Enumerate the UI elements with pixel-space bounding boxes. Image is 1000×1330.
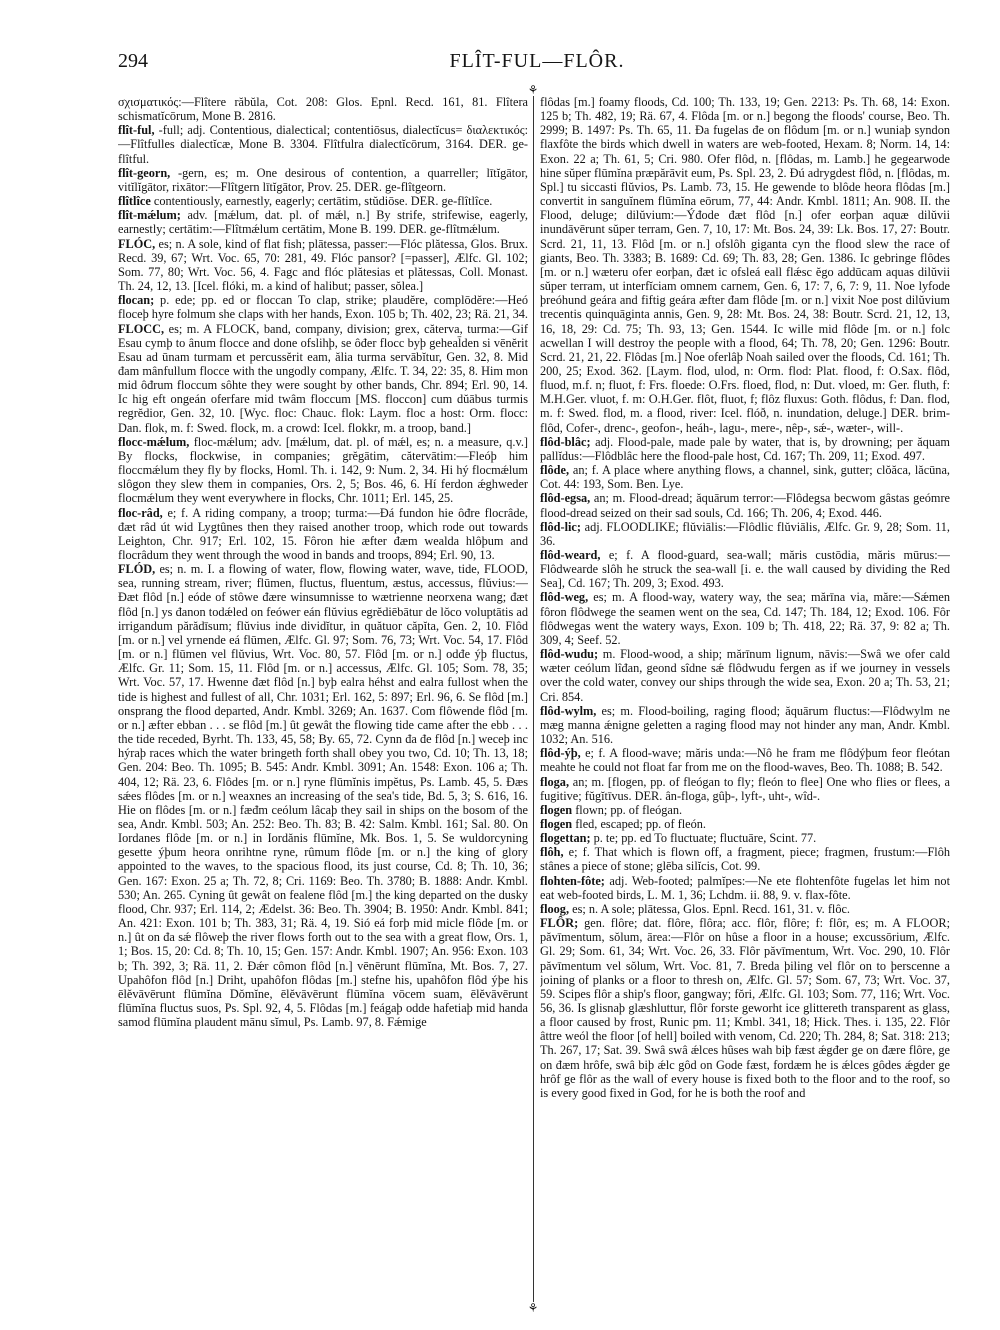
dictionary-entry bbox=[540, 647, 950, 704]
entry-headword: flôd-weg, bbox=[540, 590, 589, 605]
dictionary-entry bbox=[540, 95, 950, 435]
dictionary-entry bbox=[118, 194, 528, 208]
entry-headword: flôh, bbox=[540, 845, 564, 860]
dictionary-entry bbox=[118, 95, 528, 123]
page-number: 294 bbox=[118, 50, 148, 72]
entry-text: adj. Flood-pale, made pale by water, that is, by drowning; per ăquam pallĭdus:—Flôdblâc here the flood-pale host, Cd. 167; Th. 209, 11; Exod. 497. bbox=[540, 434, 950, 463]
entry-headword: flogettan; bbox=[540, 831, 591, 846]
entry-text: fled, escaped; pp. of fleón. bbox=[575, 816, 706, 831]
dictionary-entry bbox=[540, 845, 950, 873]
entry-text: -full; adj. Contentious, dialectical; contentiōsus, dialectĭcus= διαλεκτικός:—Flîtfulles dialectĭcæ, Mone B. 3304. Flîtfulra dialectĭcōrum, 3164. DER. ge-flîtful. bbox=[118, 123, 528, 166]
entry-text: e; f. A flood-wave; măris unda:—Nô he fram me flôdýþum feor fleótan meahte he could not float far from me on the flood-waves, Beo. Th. 1088; B. 542. bbox=[540, 746, 950, 775]
dictionary-entry bbox=[540, 775, 950, 803]
dictionary-entry bbox=[540, 817, 950, 831]
entry-text: p. ede; pp. ed or floccan To clap, strike; plaudĕre, complōdĕre:—Heó floceþ hyre folmum she claps with her hands, Exon. 105 b; Th. 402, 23; Rä. 21, 34. bbox=[118, 293, 528, 322]
entry-text: an; f. A place where anything flows, a channel, sink, gutter; clŏăca, lăcūna, Cot. 44: 193, Som. Ben. Lye. bbox=[540, 463, 950, 492]
entry-headword: FLÔR; bbox=[540, 916, 579, 931]
dictionary-entry bbox=[540, 746, 950, 774]
dictionary-entry bbox=[540, 463, 950, 491]
dictionary-entry bbox=[118, 166, 528, 194]
dictionary-entry bbox=[118, 208, 528, 236]
entry-headword: flocan; bbox=[118, 293, 155, 308]
dictionary-entry bbox=[540, 874, 950, 902]
entry-headword: FLOCC, bbox=[118, 321, 165, 336]
entry-headword: floc-râd, bbox=[118, 505, 163, 520]
entry-headword: FLÓC, bbox=[118, 236, 156, 251]
entry-headword: flôd-blâc; bbox=[540, 434, 591, 449]
column-divider bbox=[533, 90, 534, 1310]
entry-text: contentiously, earnestly, eagerly; certātim, stŭdiōse. DER. ge-flîtlîce. bbox=[153, 194, 493, 209]
entry-text: es; m. Flood-boiling, raging flood; ăquārum fluctus:—Flôdwylm ne mæg manna ǽnigne geletten a raging flood may not hinder any man, Andr. Kmbl. 1032; An. 516. bbox=[540, 703, 950, 747]
dictionary-entry bbox=[118, 237, 528, 294]
entry-headword: flôd-wudu; bbox=[540, 647, 599, 662]
page-header bbox=[118, 50, 956, 80]
dictionary-entry bbox=[118, 506, 528, 563]
entry-text: an; m. [flogen, pp. of fleógan to fly; fleón to flee] One who flies or flees, a fugitive; fŭgĭtīvus. DER. ân-floga, gûþ-, lyft-, uht-, wîd-. bbox=[540, 774, 950, 803]
dictionary-entry bbox=[540, 803, 950, 817]
entry-text: es; n. A sole, kind of flat fish; plātessa, passer:—Flóc plătessa, Glos. Brux. Recd. 39, 67; Wrt. Voc. 65, 70: 281, 49. Flóc pansor? [=passer], Ælfc. Gl. 102; Som. 77, 80; Wrt. Voc. 56, 4. Fagc and flóc plătesias et plătessas, Coll. Monast. Th. 24, 12, 13. [Icel. flóki, m. a kind of halibut; passer, sŏlea.] bbox=[118, 236, 528, 294]
running-head: FLÎT-FUL—FLÔR. bbox=[449, 50, 625, 72]
entry-headword: flôd-egsa, bbox=[540, 491, 591, 506]
entry-text: an; m. Flood-dread; ăquārum terror:—Flôdegsa becwom gâstas geómre flood-dread seized on their sad souls, Cd. 166; Th. 206, 4; Exod. 446. bbox=[540, 491, 950, 520]
entry-headword: flocc-mǽlum, bbox=[118, 434, 190, 449]
dictionary-entry bbox=[540, 916, 950, 1100]
divider-ornament-bottom: ⚘ bbox=[527, 1301, 539, 1315]
entry-text: flown; pp. of fleógan. bbox=[575, 802, 683, 817]
entry-headword: floga, bbox=[540, 774, 570, 789]
entry-text: es; n. A sole; plātessa, Glos. Epnl. Recd. 161, 31. v. flôc. bbox=[572, 901, 851, 916]
dictionary-entry bbox=[540, 491, 950, 519]
entry-headword: flît-mǽlum; bbox=[118, 208, 181, 223]
dictionary-entry bbox=[118, 293, 528, 321]
entry-text: e; f. That which is flown off, a fragment, piece; fragmen, frustum:—Flôh stânes a piece of stone; glēba silĭcis, Cot. 99. bbox=[540, 845, 950, 874]
entry-text: adj. FLOODLIKE; flŭviālis:—Flôdlic flŭviālis, Ælfc. Gr. 9, 28; Som. 11, 36. bbox=[540, 519, 950, 548]
entry-text: e; f. A riding company, a troop; turma:—Đá fundon hie ôđre flocrâde, đæt râd út wid Lygtûnes then they raised another troop, which rode out towards Leighton, Chr. 917; Erl. 102, 15. Fôron hie æfter đæm wealda hlôþum and flocrâdum they went through the wood in bands and troops, 894; Erl. 90, 13. bbox=[118, 505, 528, 562]
entry-headword: flôd-wylm, bbox=[540, 703, 597, 718]
entry-headword: flît-ful, bbox=[118, 123, 155, 138]
entry-headword: FLÓD, bbox=[118, 562, 156, 577]
entry-text: floc-mǽlum; adv. [mǽlum, dat. pl. of mǽl, es; n. a measure, q.v.] By flocks, flockwise, in companies; grĕgātim, cătervātim:—Fleóþ him floccmǽlum they fly by flocks, Homl. Th. i. 142, 9: Num. 2, 34. Hi hý flocmǽlum slôgon they slew them in companies, Ors. 2, 5; Bos. 46, 6. Hí ferdon ǽghweder flocmǽlum they went everywhere in flocks, Chr. 1011; Erl. 145, 25. bbox=[118, 434, 528, 506]
dictionary-entry bbox=[540, 520, 950, 548]
entry-headword: flôd-ýþ, bbox=[540, 746, 581, 761]
entry-text: es; m. A flood-way, watery way, the sea; mărīna via, măre:—Sǽmen fôron flôdwege the seamen went on the sea, Cd. 147; Th. 184, 12; Exod. 106. Fôr flôdwegas went the watery ways, Exon. 109 b; Th. 418, 22; Rä. 37, 9: 82 a; Th. 309, 4; Seef. 52. bbox=[540, 590, 950, 647]
dictionary-entry bbox=[540, 831, 950, 845]
entry-text: gen. flôre; dat. flôre, flôra; acc. flôr, flôre; f: flôr, es; m. A FLOOR; păvīmentum, sŏlum, ārea:—Flôr on hûse a floor in a house; excussōrium, Ælfc. Gl. 29; Som. 61, 34; Wrt. Voc. 26, 33. Flôr păvīmentum, Wrt. Voc. 290, 10. Flôr păvīmentum vel sŏlum, Wrt. Voc. 81, 7. Breda þiling vel flôr on to þerscenne a joining of planks or a floor to thresh on, Ælfc. Gl. 57; Som. 67, 73; Wrt. Voc. 37, 59. Scipes flôr a ship's floor, gangway; fŏri, Ælfc. Gl. 103; Som. 77, 116; Wrt. Voc. 56, 36. Is glisnaþ glæshluttur, flôr forste geworht ice glittereth transparent as glass, a floor caused by frost, Runic pm. 11; Kmbl. 341, 18; Hick. Thes. i. 135, 22. Flôr âttre weól the floor [of hell] boiled with venom, Cd. 220; Th. 284, 8; Sat. 318: 213; Th. 267, 17; Sat. 39. Swâ swâ ǽlces hûses wah biþ fæst ǽgđer ge on đære flôre, ge on đæm hrôfe, swâ biþ ǽlc gôd on Gode fæst, fordæm he is ǽlces gôdes ǽgder ge hrôf ge flôr as the wall of every house is fixed both to the floor and to the roof, so is every good fixed in God, for he is both the roof and bbox=[540, 916, 950, 1100]
entry-text: e; f. A flood-guard, sea-wall; măris custōdia, măris mūrus:—Flôdwearde slôh he struck the sea-wall [i. e. the wall caused by dividing the Red Sea], Cd. 167; Th. 209, 3; Exod. 493. bbox=[540, 548, 950, 591]
dictionary-entry bbox=[118, 562, 528, 1029]
right-column bbox=[540, 95, 950, 1315]
entry-headword: flôde, bbox=[540, 463, 570, 478]
dictionary-entry bbox=[118, 435, 528, 506]
entry-text: es; n. m. I. a flowing of water, flow, flowing water, wave, tide, FLOOD, sea, running stream, river; flūmen, fluctus, fluentum, æstus, accessus, flŭvius:—Đæt flôd [n.] eóde of stôwe đære winsumnisse to wætriennе neorxena wang; đæt flôd [n.] ys đanon todǽled on feówer eán flŭvius egrĕdiēbātur de lŏco voluptātis ad irrigandum părădīsum; flŭvius inde dividĭtur, in quătuor căpĭta, Gen. 2, 10. Flôd [m. or n.] vel yrnende eá flūmen, Ælfc. Gl. 97; Som. 76, 73; Wrt. Voc. 54, 17. Flôd [m. or n.] flūmen vel flŭvius, Wrt. Voc. 80, 57. Flôd [m. or n.] odđe ýþ fluctus, Ælfc. Gr. 11; Som. 15, 11. Flôd [m. or n.] accessus, Ælfc. Gl. 105; Som. 78, 35; Wrt. Voc. 57, 17. Hwenne đæt flôd [n.] byþ ealra héhst and ealra fullost when the tide is highest and fullest of all, Chr. 1031; Erl. 162, 5: 897; Erl. 96, 6. Se flôd [m.] onsprang the flood departed, Andr. Kmbl. 3269; An. 1637. Com flôwende flôd [m. or n.] æfter ebban . . . se flôd [m.] ût gewât the flowing tide came after the ebb . . . the tide receded, Byrht. Th. 133, 45, 58; By. 65, 72. Cynn đa đe flôd [n.] weceþ inc hýraþ races which the water bringeth forth shall obey you two, Cd. 10; Th. 13, 18; Gen. 204: Beo. Th. 1095; B. 545: Andr. Kmbl. 3091; An. 1548: Exon. 106 a; Th. 404, 12; Rä. 23, 6. Flôdes [m. or n.] ryne flūmĭnis impĕtus, Ps. Lamb. 45, 5. Đæs sǽes flôdes [m. or n.] weaxnes an increasing of the sea's tide, Bd. 5, 3; S. 616, 16. Hie on flôdes [m. or n.] fæđm ceólum lâcaþ they sail in ships on the bosom of the sea, Andr. Kmbl. 503; An. 252: Beo. Th. 83; B. 42: Salm. Kmbl. 161; Sal. 80. On Iordanes flôde [m. or n.] in Iordănis flūmĭne, Mk. Bos. 1, 5. Se wuldorcyning gesette ýþum heora onrihtne ryne, rûmum flôde [m. or n.] the king of glory appointed to the waves, to the spacious flood, its just course, Cd. 8; Th. 10, 36; Gen. 167: Exon. 25 a; Th. 72, 8; Cri. 1169: Beo. Th. 3780; B. 1888: Andr. Kmbl. 530; An. 265. Cyning ût gewât on fealene flôd [m.] the king departed on the dusky flood, Chr. 937; Erl. 114, 2; Ædelst. 36: Beo. Th. 3904; B. 1950: Andr. Kmbl. 841; An. 421: Exon. 101 b; Th. 383, 31; Rä. 4, 19. Sió eá forþ mid micle flôde [m. or n.] ût on đa sǽ flôweþ the river flows forth out to the sea with a great flow, Ors. 1, 1; Bos. 15, 20: Cd. 8; Th. 10, 15; Gen. 157: Andr. Kmbl. 1907; An. 956: Exon. 103 b; Th. 392, 3; Rä. 11, 2. Đǽr cômon flôd [n.] vēnērunt flūmĭna, Mt. Bos. 7, 27. Upahôfon flôd [n.] Driht, upahôfon flôdas [m.] stefne his, upahôfon flôd ýþe his ēlĕvāvērunt flūmĭna Dŏmĭne, ēlĕvāvērunt flūmĭna vōcem suam, ēlĕvāvērunt flūmĭna fluctus suos, Ps. Spl. 92, 4, 5. Flôdas [m.] feágaþ odde hafetiaþ mid handa samod flūmĭna plaudent mānu sĭmul, Ps. Lamb. 97, 8. Fǽmige bbox=[118, 562, 528, 1030]
entry-text: -gern, es; m. One desirous of contention, a quarreller; lītĭgātor, vitĭlĭgātor, rixātor:—Flîtgern lītĭgātor, Prov. 25. DER. ge-flîtgeorn. bbox=[118, 165, 528, 194]
entry-text: σχισματικός:—Flîtere răbŭla, Cot. 208: Glos. Epnl. Recd. 161, 81. Flîtera schismatĭcōrum, Mone B. 2816. bbox=[118, 95, 528, 124]
entry-text: m. Flood-wood, a ship; mărīnum lignum, nāvis:—Swâ we ofer cald wæter ceólum lîđan, geond sîdne sǽ flôdwudu fergen as if we journey in vessels over the cold water, convey our ships through the wide sea, Exon. 20 a; Th. 53, 21; Cri. 854. bbox=[540, 647, 950, 704]
entry-headword: flogen bbox=[540, 802, 573, 817]
entry-headword: flôd-lic; bbox=[540, 519, 581, 534]
dictionary-entry bbox=[540, 548, 950, 590]
entry-text: p. te; pp. ed To fluctuate; fluctuāre, Scint. 77. bbox=[593, 831, 817, 846]
dictionary-entry bbox=[540, 590, 950, 647]
entry-text: adv. [mǽlum, dat. pl. of mǽl, n.] By strife, strifewise, eagerly, earnestly; certātim:—Flîtmǽlum certātim, Mone B. 199. DER. ge-flîtmǽlum. bbox=[118, 208, 528, 237]
entry-headword: floog, bbox=[540, 901, 570, 916]
dictionary-entry bbox=[118, 123, 528, 165]
dictionary-entry bbox=[118, 322, 528, 435]
divider-ornament-top: ⚘ bbox=[527, 83, 539, 97]
entry-headword: flôd-weard, bbox=[540, 548, 601, 562]
dictionary-entry bbox=[540, 902, 950, 916]
entry-text: es; m. A FLOCK, band, company, division; grex, cătervа, turma:—Gif Esau cymþ to ânum flocce and done ofslihþ, se ôđer flocc byþ geheal̄den si vēnĕrit Esau ad ūnam turmam et percussĕrit eam, ălia turma servābĭtur, Gen. 32, 8. Mid đam mânfullum flocce with the ungodly company, Ælfc. T. 34, 22: 35, 8. Him mon mid ôđrum floccum sôhte they were sought by other bands, Chr. 894; Erl. 90, 14. Ic hig eft ongeán oferfare mid twâm floccum [MS. floccon] cum dŭābus turmis regrĕdior, Gen. 32, 10. [Wyc. floc: Chauc. flok: Laym. floc a host: Orm. flocc: Dan. flok, m. f: Swed. flock, m. a crowd: Icel. flokkr, m. a troop, band.] bbox=[118, 321, 528, 435]
left-column bbox=[118, 95, 528, 1315]
entry-headword: flîtlîce bbox=[118, 194, 151, 209]
dictionary-entry bbox=[540, 704, 950, 746]
entry-text: flôdas [m.] foamy floods, Cd. 100; Th. 133, 19; Gen. 2213: Ps. Th. 68, 14: Exon. 125 b; Th. 482, 19; Rä. 67, 4. Flôda [m. or n.] begong the floods' course, Beo. Th. 2999; B. 1497: Ps. Th. 65, 11. Đa fugelas đe on flôdum [m. or n.] wuniaþ syndon flaxfôte the birds which dwell in waters are web-footed, Hexam. 8; Norm. 14, 14: Exon. 22 a; Th. 61, 5; Cri. 980. Ofer flôd, n. [flôdas, m. Lamb.] he gegearwode hine sŭper flūmĭna præpărāvit eum, Ps. Spl. 23, 2. Đú adrygdest flôd, n. [flôdas, m. Spl.] tu siccasti flŭvios, Ps. Lamb. 73, 15. He gewende to blôde heora flôdas [m.] convertit in sanguĭnem flūmĭna eōrum, 77, 44: Andr. Kmbl. 1811; An. 908. II. the Flood, deluge; dilŭvium:—Ýđode đæt flôd [n.] ofer eorþan aquæ dilŭvii inundāvērunt sŭper terram, Gen. 7, 10, 17: Mt. Bos. 24, 39: Lk. Bos. 17, 27: Boutr. Scrd. 21, 11, 13. Flôd [m. or n.] ofslôh giganta cyn the flood slew the race of giants, Beo. Th. 3383; B. 1689: Cd. 69; Th. 83, 28; Gen. 1386. Ic gebringe flôdes [m. or n.] wæteru ofer eorþan, đæt ic ofsleá eall flǽsc ĕgo addūcam aquas dilŭvii sŭper terram, ut interfĭciam omnem carnem, Gen. 6, 17: 7, 6, 7: 9, 11. Noe lyfode þreóhund geára and fiftig geára æfter đam flôde [m. or n.] vixit Noe post dilŭvium trecentis quinquāgintа annis, Gen. 9, 28: Mt. Bos. 24, 38: Boutr. Scrd. 21, 12, 13, 16, 18, 29: Cd. 75; Th. 93, 13; Gen. 1544. Ic wille mid flôde [m. or n.] folc acwellan I will destroy the people with a flood, 64; Th. 78, 20; Gen. 1296: Boutr. Scrd. 21, 21, 22. Flôdas [m.] Noe oferlâþ Noah sailed over the floods, Cd. 161; Th. 200, 25; Exod. 362. [Laym. flod, ulod, n: Orm. flod: Plat. flood, f: O.Sax. flôd, fluod, m.f. n; fluot, f: Frs. floede: O.Frs. floed, flod, n: Dut. vloed, m: Ger. fluth, f: M.H.Ger. vluot, f. m: O.H.Ger. flôt, fluot, f; flôz fluxus: Goth. flôdus, f: Dan. flod, m. f: Swed. flod, m. a flood, river: Icel. flóð, n. inundation, deluge.] DER. brim-flôd, Cofer-, drenc-, geofon-, heáh-, lagu-, mere-, nêp-, sǽ-, wæter-, will-. bbox=[540, 95, 950, 435]
entry-text: adj. Web-footed; palmĭpes:—Ne ete flohtenfôte fugelas let him not eat web-footed birds, L. M. 1, 36; Lchdm. ii. 88, 9. v. flax-fôte. bbox=[540, 873, 950, 902]
entry-headword: flohten-fôte; bbox=[540, 873, 605, 888]
dictionary-entry bbox=[540, 435, 950, 463]
entry-headword: flogen bbox=[540, 816, 573, 831]
entry-headword: flît-georn, bbox=[118, 165, 171, 180]
